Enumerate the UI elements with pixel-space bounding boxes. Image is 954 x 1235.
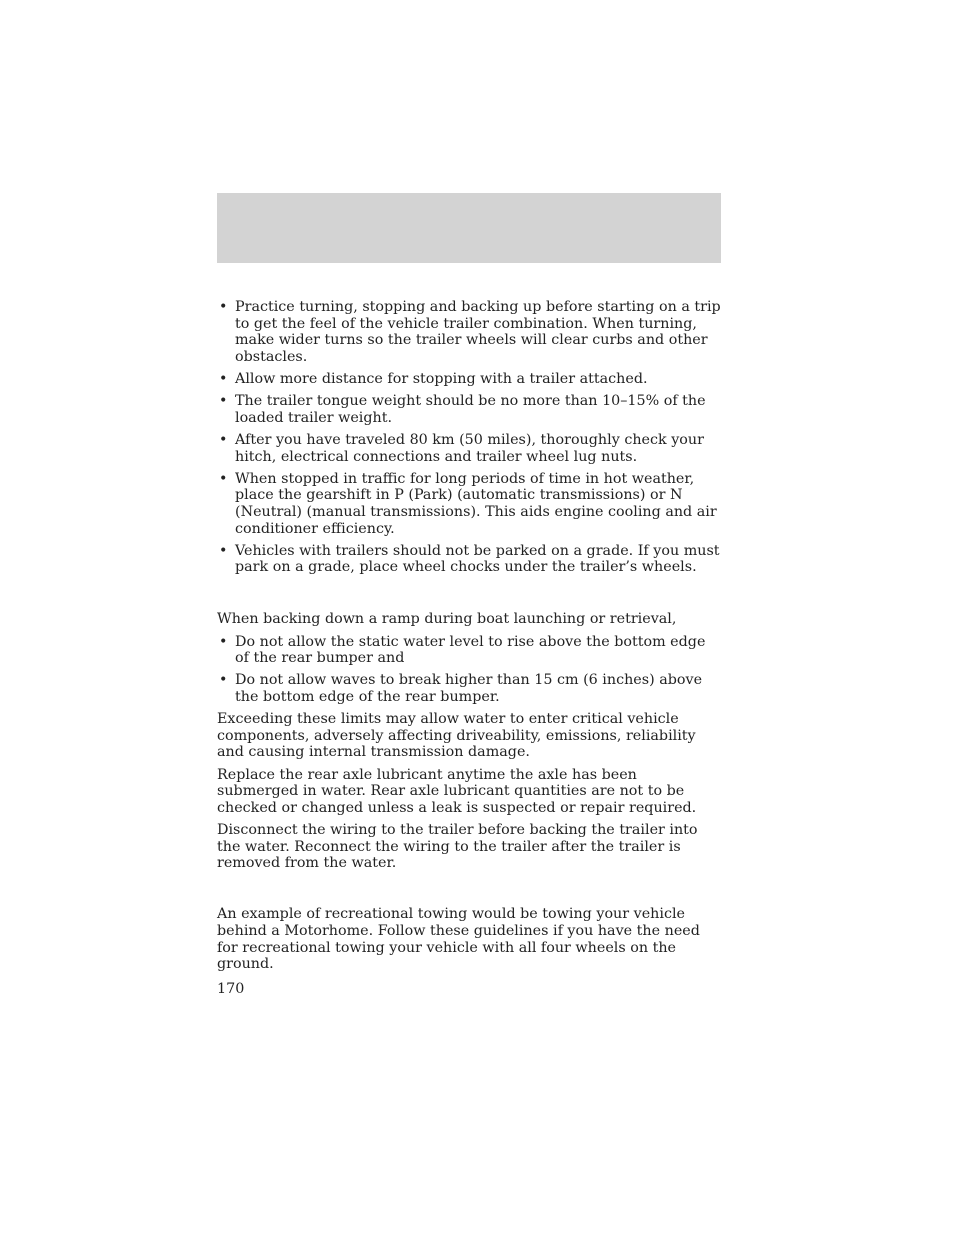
list-item-text: Allow more distance for stopping with a trailer attached. — [235, 370, 648, 387]
list-item-text: The trailer tongue weight should be no more than 10–15% of the loaded trailer weight. — [235, 393, 706, 426]
paragraph: Replace the rear axle lubricant anytime the axle has been submerged in water. Rear axle lubricant quantities are not to be checked or changed unless a leak is suspected or repair required. — [217, 766, 697, 816]
bullet-icon: • — [219, 672, 228, 689]
list-item-text: Vehicles with trailers should not be parked on a grade. If you must park on a grade, place wheel chocks under the trailer’s wheels. — [235, 542, 720, 576]
boat-launch-list — [217, 634, 722, 706]
bullet-icon: • — [219, 633, 228, 650]
trailer-tips-list — [217, 299, 722, 576]
list-item — [217, 299, 722, 365]
list-item — [217, 432, 722, 465]
bullet-icon: • — [219, 393, 228, 410]
section-spacer — [217, 877, 722, 906]
header-band — [217, 193, 721, 263]
list-item-text: When stopped in traffic for long periods of time in hot weather, place the gearshift in P (Park) (automatic transmissions) or N (Neutral) (manual transmissions). This aids engine cooling and air conditioner efficiency. — [235, 470, 717, 537]
bullet-icon: • — [219, 470, 228, 487]
bullet-icon: • — [219, 542, 228, 559]
recreational-towing-paragraph: An example of recreational towing would be towing your vehicle behind a Motorhome. Follow these guidelines if you have the need for recreational towing your vehicle with all four wheels on the ground. — [217, 906, 700, 973]
list-item — [217, 471, 722, 537]
list-item — [217, 393, 722, 426]
list-item — [217, 371, 722, 388]
list-item-text: Do not allow waves to break higher than 15 cm (6 inches) above the bottom edge of the rear bumper. — [235, 672, 703, 706]
list-item-text: After you have traveled 80 km (50 miles), thoroughly check your hitch, electrical connections and trailer wheel lug nuts. — [235, 431, 704, 465]
boat-launch-intro: When backing down a ramp during boat launching or retrieval, — [217, 611, 677, 628]
page-number: 170 — [217, 981, 245, 997]
section-spacer — [217, 581, 722, 611]
list-item — [217, 543, 722, 576]
list-item-text: Practice turning, stopping and backing up before starting on a trip to get the feel of the vehicle trailer combination. When turning, make wider turns so the trailer wheels will clear curbs and other obstacles. — [235, 299, 721, 365]
bullet-icon: • — [219, 299, 228, 315]
list-item — [217, 634, 722, 667]
list-item-text: Do not allow the static water level to rise above the bottom edge of the rear bumper and — [235, 633, 706, 667]
paragraph: Disconnect the wiring to the trailer before backing the trailer into the water. Reconnect the wiring to the trailer after the trailer is removed from the water. — [217, 821, 698, 872]
list-item — [217, 672, 722, 705]
bullet-icon: • — [219, 431, 228, 448]
paragraph: Exceeding these limits may allow water to enter critical vehicle components, adversely affecting driveability, emissions, reliability and causing internal transmission damage. — [217, 711, 696, 761]
page-content — [217, 299, 722, 978]
bullet-icon: • — [219, 370, 228, 387]
